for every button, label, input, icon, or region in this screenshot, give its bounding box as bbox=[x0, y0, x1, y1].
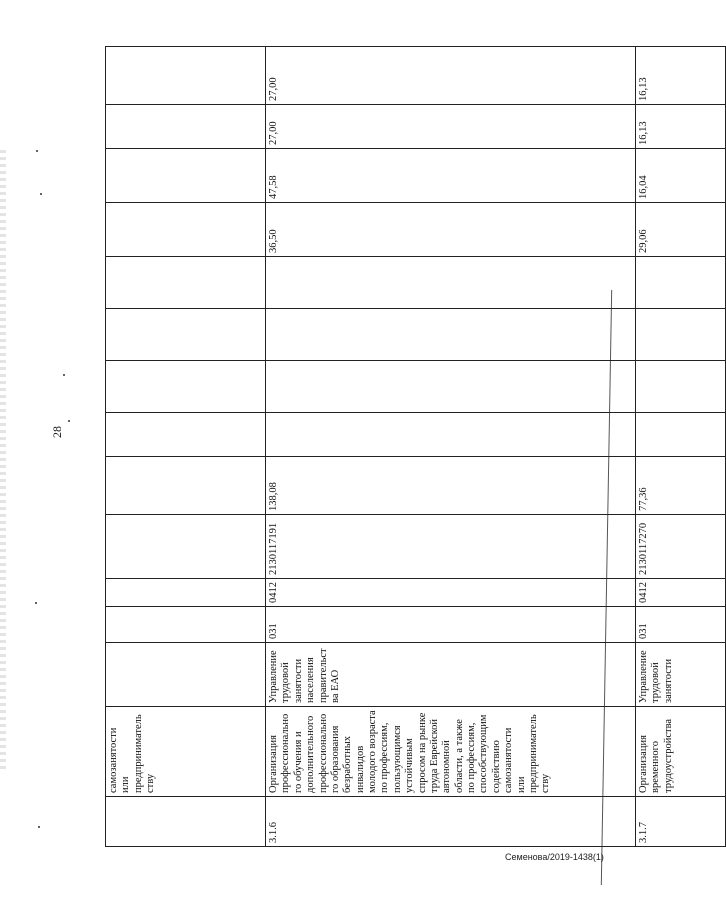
cell-rzpr bbox=[106, 579, 266, 607]
scan-dot bbox=[40, 193, 42, 195]
cell-y3 bbox=[106, 149, 266, 203]
document-code: Семенова/2019-1438(1) bbox=[505, 852, 604, 862]
table-row bbox=[636, 47, 726, 847]
cell-v4 bbox=[266, 257, 636, 309]
cell-v1 bbox=[636, 413, 726, 457]
scan-dot bbox=[68, 420, 70, 422]
cell-v2 bbox=[636, 361, 726, 413]
cell-executor bbox=[106, 643, 266, 707]
cell-csr: 2130117270 bbox=[636, 515, 726, 579]
cell-num: 3.1.7 bbox=[636, 797, 726, 847]
cell-y2 bbox=[106, 203, 266, 257]
scan-edge-artifact bbox=[0, 150, 6, 770]
cell-name: Организация временного трудоустройства bbox=[636, 707, 726, 797]
cell-v2 bbox=[266, 361, 636, 413]
cell-v3 bbox=[106, 309, 266, 361]
cell-executor: Управление трудовой занятости bbox=[636, 643, 726, 707]
cell-rzpr: 0412 bbox=[636, 579, 726, 607]
cell-v3 bbox=[266, 309, 636, 361]
cell-total: 77,36 bbox=[636, 457, 726, 515]
cell-grbs bbox=[106, 607, 266, 643]
cell-rzpr: 0412 bbox=[266, 579, 636, 607]
cell-total bbox=[106, 457, 266, 515]
cell-y2: 29,06 bbox=[636, 203, 726, 257]
table-row bbox=[266, 47, 636, 847]
cell-y5: 27,00 bbox=[266, 47, 636, 105]
cell-num: 3.1.6 bbox=[266, 797, 636, 847]
cell-name: самозанятости или предпринимательству bbox=[106, 707, 266, 797]
cell-y5: 16,13 bbox=[636, 47, 726, 105]
scan-dot bbox=[36, 150, 38, 152]
cell-y5 bbox=[106, 47, 266, 105]
cell-grbs: 031 bbox=[266, 607, 636, 643]
scan-dot bbox=[35, 602, 37, 604]
cell-csr: 2130117191 bbox=[266, 515, 636, 579]
cell-v4 bbox=[106, 257, 266, 309]
cell-v1 bbox=[106, 413, 266, 457]
cell-v2 bbox=[106, 361, 266, 413]
cell-y4: 16,13 bbox=[636, 105, 726, 149]
cell-csr bbox=[106, 515, 266, 579]
cell-y4: 27,00 bbox=[266, 105, 636, 149]
cell-v1 bbox=[266, 413, 636, 457]
cell-grbs: 031 bbox=[636, 607, 726, 643]
scan-dot bbox=[38, 826, 40, 828]
cell-num bbox=[106, 797, 266, 847]
cell-v4 bbox=[636, 257, 726, 309]
cell-total: 138,08 bbox=[266, 457, 636, 515]
table-row bbox=[106, 47, 266, 847]
cell-v3 bbox=[636, 309, 726, 361]
scan-dot bbox=[63, 374, 65, 376]
cell-executor: Управление трудовой занятости населения правительства ЕАО bbox=[266, 643, 636, 707]
cell-y2: 36,50 bbox=[266, 203, 636, 257]
page-number: 28 bbox=[50, 426, 64, 438]
cell-y3: 47,58 bbox=[266, 149, 636, 203]
cell-y3: 16,04 bbox=[636, 149, 726, 203]
cell-name: Организация профессионального обучения и дополнительного профессионального образования безработных инвалидов молодого возраста по профессиям, пользующимся устойчивым спросом на рынке труда Еврейской автономной области, а также по профессиям, способствующим содействию самозанятости или предпринимательству bbox=[266, 707, 636, 797]
cell-y4 bbox=[106, 105, 266, 149]
program-table bbox=[105, 77, 674, 847]
